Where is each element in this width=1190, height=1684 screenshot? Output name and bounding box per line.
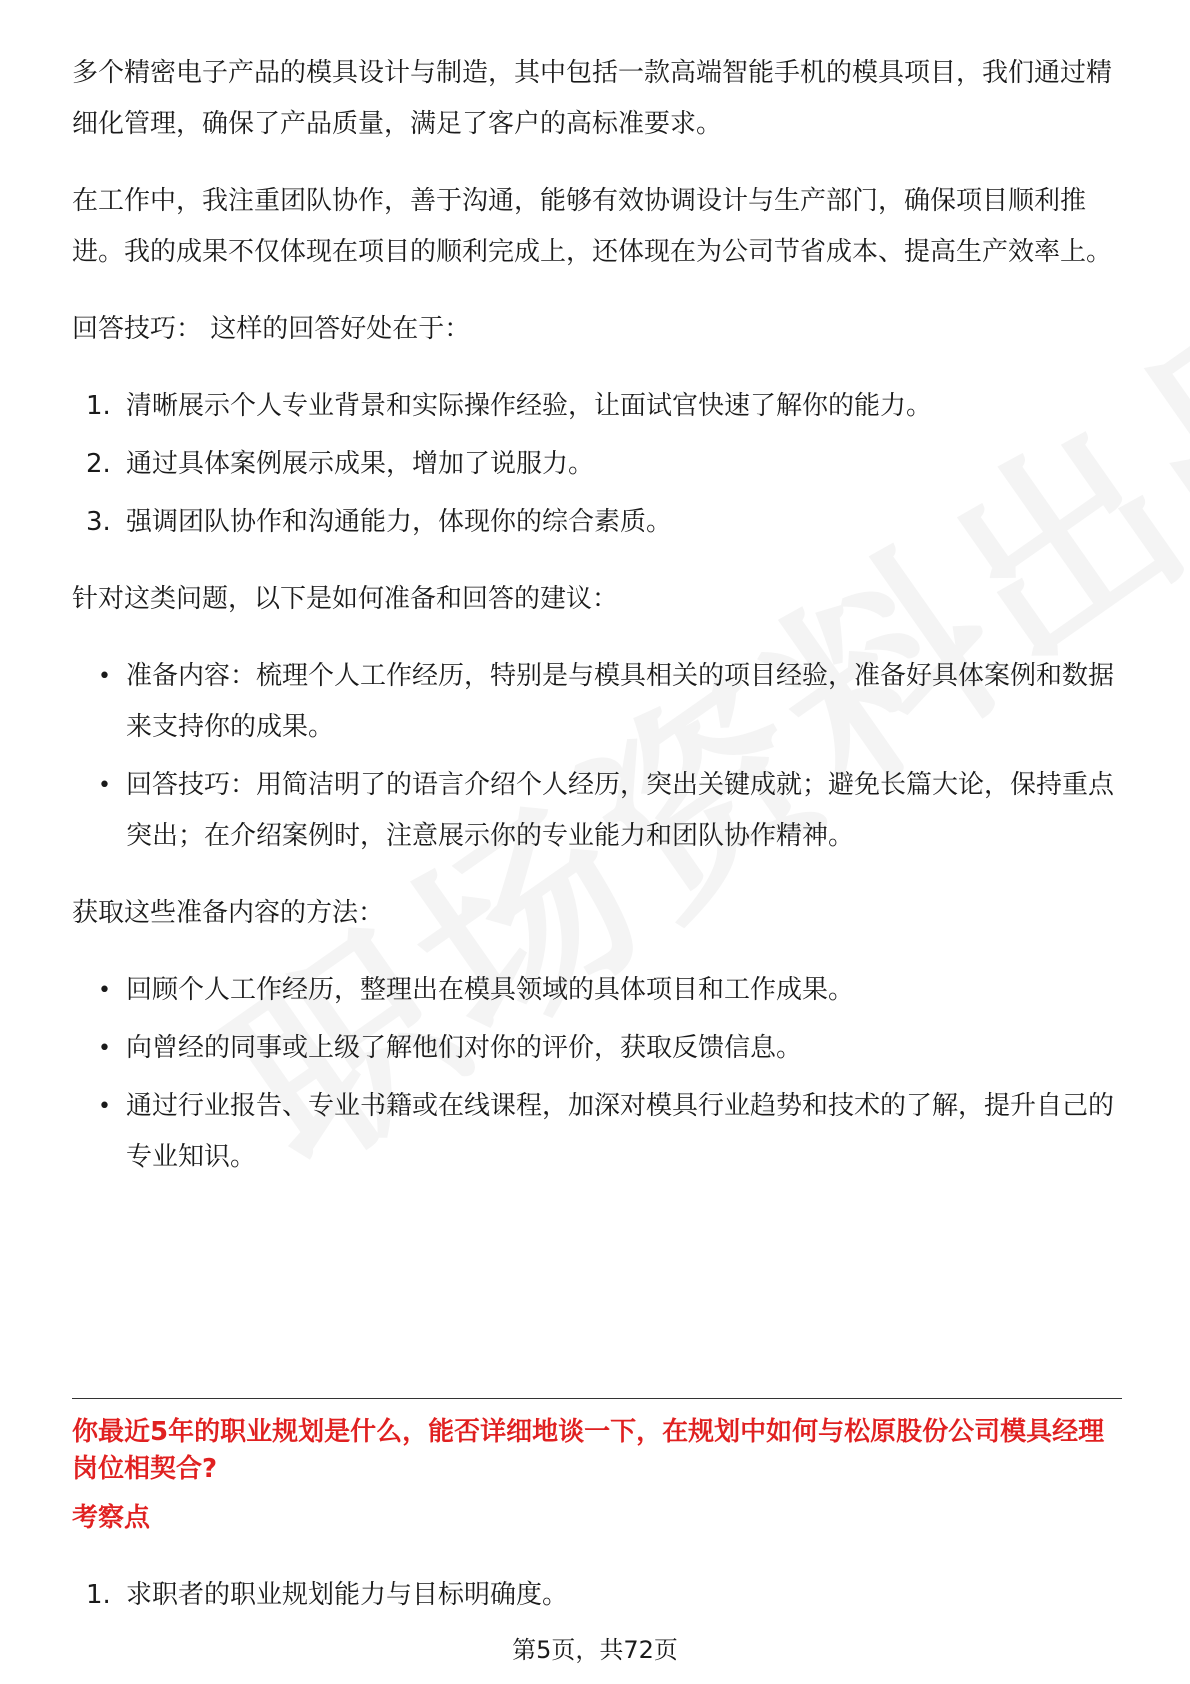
bullet-icon: • [98, 1036, 111, 1061]
paragraph-teamwork: 在工作中，我注重团队协作，善于沟通，能够有效协调设计与生产部门，确保项目顺利推进。我的成果不仅体现在项目的顺利完成上，还体现在为公司节省成本、提高生产效率上。 [72, 186, 1113, 267]
bullet-icon: • [98, 1094, 111, 1119]
list-item [72, 1081, 1122, 1183]
bullet-icon: • [98, 773, 111, 798]
list-item-text: 回答技巧：用简洁明了的语言介绍个人经历，突出关键成就；避免长篇大论，保持重点突出；在介绍案例时，注意展示你的专业能力和团队协作精神。 [126, 770, 1115, 851]
list-item-text: 准备内容：梳理个人工作经历，特别是与模具相关的项目经验，准备好具体案例和数据来支持你的成果。 [126, 661, 1115, 742]
list-number: 1. [86, 391, 111, 421]
bullet-icon: • [98, 664, 111, 689]
list-item-text: 回顾个人工作经历，整理出在模具领域的具体项目和工作成果。 [126, 975, 855, 1005]
list-item-text: 通过行业报告、专业书籍或在线课程，加深对模具行业趋势和技术的了解，提升自己的专业知识。 [126, 1091, 1115, 1172]
list-item-text: 向曾经的同事或上级了解他们对你的评价，获取反馈信息。 [126, 1033, 803, 1063]
checkpoints-list [72, 1570, 1122, 1621]
list-number: 3. [86, 507, 111, 537]
paragraph-project-summary: 多个精密电子产品的模具设计与制造，其中包括一款高端智能手机的模具项目，我们通过精细化管理，确保了产品质量，满足了客户的高标准要求。 [72, 58, 1113, 139]
list-item [72, 760, 1122, 862]
main-content [72, 48, 1122, 1183]
methods-intro: 获取这些准备内容的方法： [72, 898, 385, 928]
list-item [72, 965, 1122, 1016]
list-number: 2. [86, 449, 111, 479]
bullet-icon: • [98, 978, 111, 1003]
advice-intro: 针对这类问题，以下是如何准备和回答的建议： [72, 584, 619, 614]
paragraph-answer-tips: 回答技巧： 这样的回答好处在于： [72, 314, 471, 344]
list-item [72, 1023, 1122, 1074]
list-number: 1. [86, 1580, 111, 1610]
list-item [72, 381, 1122, 432]
methods-list [72, 965, 1122, 1183]
section-heading-checkpoints: 考察点 [72, 1503, 151, 1533]
list-item-text: 清晰展示个人专业背景和实际操作经验，让面试官快速了解你的能力。 [126, 391, 933, 421]
list-item [72, 439, 1122, 490]
benefits-list [72, 381, 1122, 548]
interview-question: 你最近5年的职业规划是什么，能否详细地谈一下，在规划中如何与松原股份公司模具经理岗位相契合? [72, 1417, 1105, 1484]
list-item [72, 651, 1122, 753]
advice-list [72, 651, 1122, 862]
list-item-text: 通过具体案例展示成果，增加了说服力。 [126, 449, 595, 479]
list-item [72, 1570, 1122, 1621]
page-footer: 第5页，共72页 [512, 1636, 678, 1664]
section-divider [72, 1398, 1122, 1399]
list-item-text: 求职者的职业规划能力与目标明确度。 [126, 1580, 569, 1610]
list-item [72, 497, 1122, 548]
list-item-text: 强调团队协作和沟通能力，体现你的综合素质。 [126, 507, 673, 537]
